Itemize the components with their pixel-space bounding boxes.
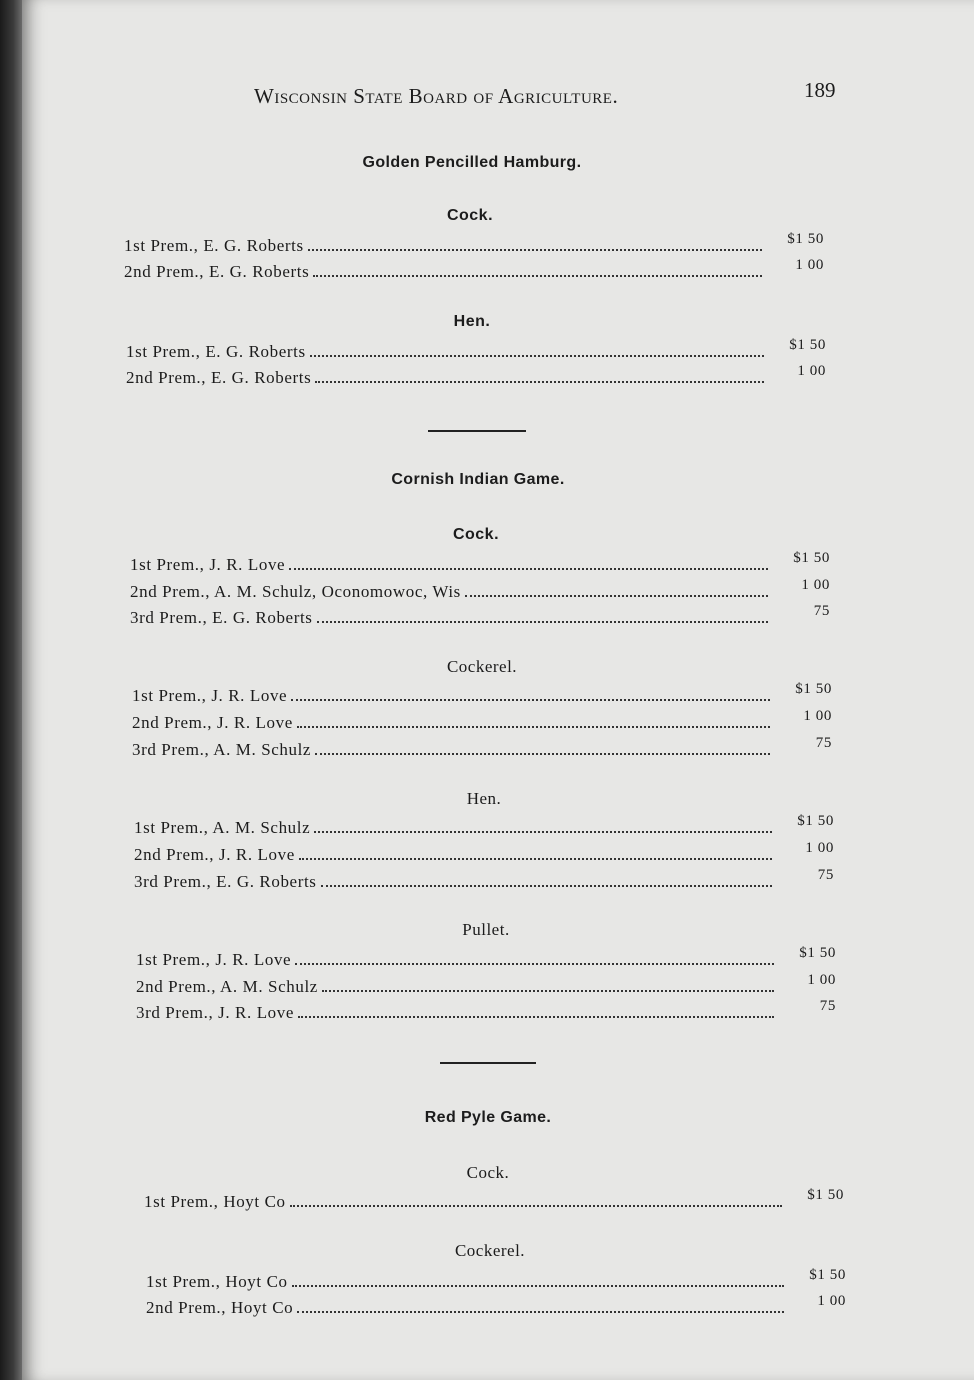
dot-leader: [295, 962, 774, 965]
section-title: Red Pyle Game.: [424, 1109, 552, 1126]
premium-entry: [134, 840, 834, 869]
class-title: Cock.: [466, 1163, 510, 1182]
premium-entry: [126, 363, 826, 392]
section-title: Cornish Indian Game.: [391, 471, 565, 488]
dot-leader: [321, 884, 773, 887]
premium-entry: [146, 1267, 846, 1296]
entry-label: 1st Prem., A. M. Schulz: [134, 818, 311, 837]
dot-leader: [289, 567, 768, 570]
entry-label: 1st Prem., Hoyt Co: [146, 1272, 288, 1291]
dot-leader: [290, 1204, 782, 1207]
page-number: 189: [804, 78, 836, 102]
entry-amount: $1 50: [793, 550, 830, 566]
entry-label: 2nd Prem., Hoyt Co: [146, 1298, 294, 1317]
entry-amount: $1 50: [797, 813, 834, 829]
dot-leader: [291, 698, 770, 701]
class-title: Cockerel.: [446, 657, 518, 676]
entry-label: 2nd Prem., E. G. Roberts: [124, 262, 310, 281]
premium-entry: [134, 867, 834, 896]
dot-leader: [297, 1310, 784, 1313]
entry-amount: 1 00: [801, 577, 830, 593]
dot-leader: [298, 1015, 774, 1018]
premium-entry: [130, 550, 830, 579]
dot-leader: [317, 620, 769, 623]
entry-amount: 75: [813, 603, 830, 619]
entry-amount: $1 50: [789, 337, 826, 353]
entry-amount: 1 00: [803, 708, 832, 724]
entry-amount: 75: [815, 735, 832, 751]
premium-entry: [134, 813, 834, 842]
entry-label: 2nd Prem., A. M. Schulz: [136, 977, 318, 996]
dot-leader: [322, 989, 774, 992]
entry-label: 2nd Prem., J. R. Love: [134, 845, 295, 864]
book-spine-shadow: [0, 0, 22, 1380]
dot-leader: [313, 274, 762, 277]
entry-label: 1st Prem., J. R. Love: [130, 555, 286, 574]
class-title: Hen.: [453, 313, 491, 330]
class-title: Cock.: [446, 207, 494, 224]
running-title: Wisconsin State Board of Agriculture.: [254, 84, 619, 108]
premium-entry: [132, 681, 832, 710]
section-divider: [440, 1062, 536, 1064]
premium-entry: [132, 735, 832, 764]
entry-amount: 1 00: [797, 363, 826, 379]
premium-entry: [136, 998, 836, 1027]
dot-leader: [299, 857, 772, 860]
section-divider: [428, 430, 526, 432]
dot-leader: [315, 752, 770, 755]
premium-entry: [132, 708, 832, 737]
dot-leader: [310, 354, 764, 357]
premium-entry: [136, 945, 836, 974]
dot-leader: [314, 830, 772, 833]
dot-leader: [297, 725, 770, 728]
premium-entry: [144, 1187, 844, 1216]
entry-label: 3rd Prem., E. G. Roberts: [134, 872, 317, 891]
entry-label: 2nd Prem., A. M. Schulz, Oconomowoc, Wis: [130, 582, 461, 601]
entry-amount: 1 00: [817, 1293, 846, 1309]
premium-entry: [130, 603, 830, 632]
entry-label: 3rd Prem., A. M. Schulz: [132, 740, 312, 759]
class-title: Cockerel.: [454, 1241, 526, 1260]
premium-entry: [136, 972, 836, 1001]
entry-label: 3rd Prem., J. R. Love: [136, 1003, 295, 1022]
dot-leader: [308, 248, 762, 251]
entry-amount: $1 50: [799, 945, 836, 961]
entry-amount: 75: [817, 867, 834, 883]
premium-entry: [146, 1293, 846, 1322]
entry-amount: 1 00: [807, 972, 836, 988]
entry-amount: 1 00: [805, 840, 834, 856]
entry-label: 1st Prem., J. R. Love: [132, 686, 288, 705]
premium-entry: [126, 337, 826, 366]
premium-entry: [124, 257, 824, 286]
entry-label: 2nd Prem., J. R. Love: [132, 713, 293, 732]
entry-amount: $1 50: [809, 1267, 846, 1283]
entry-label: 2nd Prem., E. G. Roberts: [126, 368, 312, 387]
class-title: Hen.: [466, 789, 502, 808]
page: [22, 0, 974, 1380]
dot-leader: [292, 1284, 784, 1287]
entry-label: 1st Prem., E. G. Roberts: [124, 236, 304, 255]
premium-entry: [130, 577, 830, 606]
dot-leader: [315, 380, 764, 383]
entry-amount: $1 50: [795, 681, 832, 697]
class-title: Cock.: [452, 526, 500, 543]
premium-entry: [124, 231, 824, 260]
entry-label: 1st Prem., J. R. Love: [136, 950, 292, 969]
dot-leader: [465, 594, 768, 597]
entry-label: 3rd Prem., E. G. Roberts: [130, 608, 313, 627]
entry-amount: 1 00: [795, 257, 824, 273]
entry-label: 1st Prem., Hoyt Co: [144, 1192, 286, 1211]
entry-label: 1st Prem., E. G. Roberts: [126, 342, 306, 361]
entry-amount: $1 50: [807, 1187, 844, 1203]
section-title: Golden Pencilled Hamburg.: [362, 154, 582, 171]
entry-amount: $1 50: [787, 231, 824, 247]
class-title: Pullet.: [462, 920, 510, 939]
entry-amount: 75: [819, 998, 836, 1014]
